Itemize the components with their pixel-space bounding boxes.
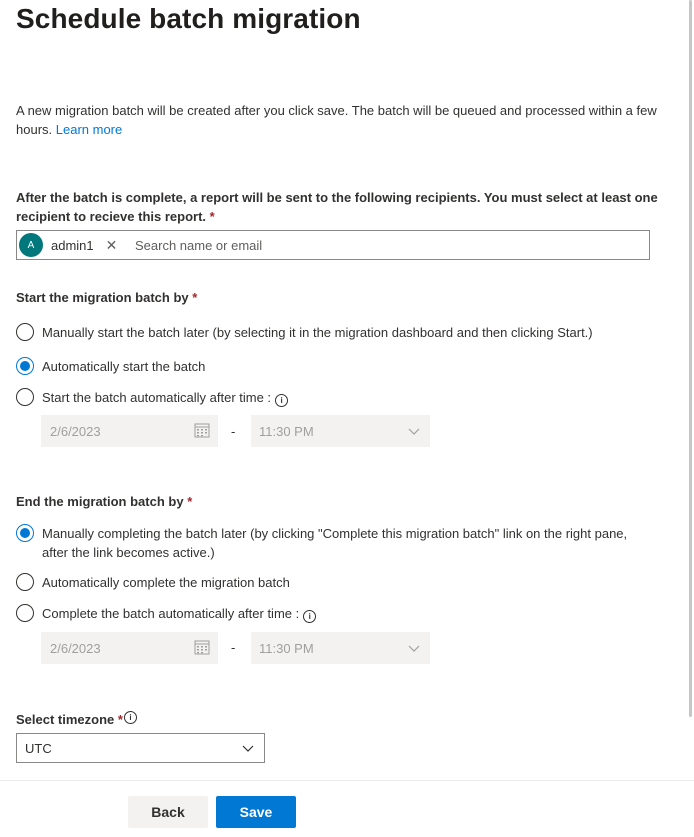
required-marker: *	[117, 712, 123, 727]
recipients-description-text: After the batch is complete, a report will be sent to the following recipients. You must select at least one recipient to recieve this report.	[16, 190, 658, 224]
radio-label-wrapper	[42, 604, 642, 623]
radio-start-manual[interactable]	[16, 323, 34, 341]
end-option-manual[interactable]	[16, 524, 642, 562]
radio-end-auto[interactable]	[16, 573, 34, 591]
end-date-picker	[41, 632, 218, 664]
timezone-dropdown[interactable]	[16, 733, 265, 763]
radio-end-manual[interactable]	[16, 524, 34, 542]
end-time-dropdown	[251, 632, 430, 664]
search-recipient-input[interactable]	[135, 235, 635, 255]
radio-label: Automatically complete the migration batch	[42, 575, 290, 590]
recipient-chip[interactable]	[19, 233, 117, 257]
start-option-auto[interactable]	[16, 357, 642, 376]
start-time-value: 11:30 PM	[259, 424, 314, 439]
start-option-after-time[interactable]	[16, 388, 642, 407]
info-icon[interactable]: i	[275, 394, 288, 407]
end-option-after-time[interactable]	[16, 604, 642, 623]
radio-label: Automatically start the batch	[42, 359, 206, 374]
chevron-down-icon	[408, 642, 420, 654]
recipients-description	[16, 188, 666, 226]
radio-start-after-time[interactable]	[16, 388, 34, 406]
radio-label: Start the batch automatically after time :	[42, 390, 272, 405]
recipients-picker[interactable]	[16, 230, 650, 260]
start-label-text: Start the migration batch by	[16, 290, 189, 305]
timezone-value: UTC	[25, 741, 52, 756]
avatar: A	[19, 233, 43, 257]
radio-end-after-time[interactable]	[16, 604, 34, 622]
info-icon[interactable]: i	[303, 610, 316, 623]
date-time-separator: -	[231, 640, 236, 655]
intro-text-body: A new migration batch will be created after you click save. The batch will be queued and processed within a few hours.	[16, 103, 657, 137]
intro-text	[16, 101, 666, 139]
radio-label: Complete the batch automatically after time :	[42, 606, 300, 621]
end-time-value: 11:30 PM	[259, 641, 314, 656]
start-section-label	[16, 290, 197, 305]
start-option-manual[interactable]	[16, 323, 642, 342]
learn-more-link[interactable]: Learn more	[55, 122, 123, 137]
start-time-dropdown	[251, 415, 430, 447]
required-marker: *	[192, 290, 198, 305]
remove-recipient-icon[interactable]: ✕	[105, 236, 118, 253]
date-time-separator: -	[231, 424, 236, 439]
required-marker: *	[187, 494, 193, 509]
end-date-value: 2/6/2023	[50, 641, 101, 656]
page-title: Schedule batch migration	[16, 3, 361, 34]
calendar-icon	[194, 639, 210, 655]
radio-label: Manually completing the batch later (by clicking "Complete this migration batch" link on the right pane, after the link becomes active.)	[42, 526, 628, 560]
timezone-label-text: Select timezone	[16, 712, 115, 727]
required-marker: *	[209, 209, 215, 224]
timezone-label	[16, 711, 137, 727]
radio-label: Manually start the batch later (by selecting it in the migration dashboard and then clicking Start.)	[42, 325, 593, 340]
calendar-icon	[194, 422, 210, 438]
info-icon[interactable]: i	[124, 711, 137, 724]
radio-label-wrapper	[42, 388, 642, 407]
end-section-label	[16, 494, 192, 509]
scrollbar[interactable]	[689, 0, 692, 717]
end-option-auto[interactable]	[16, 573, 642, 592]
recipient-name: admin1	[51, 237, 94, 253]
save-button[interactable]: Save	[216, 796, 296, 828]
start-date-value: 2/6/2023	[50, 424, 101, 439]
chevron-down-icon	[408, 425, 420, 437]
radio-start-auto[interactable]	[16, 357, 34, 375]
start-date-picker	[41, 415, 218, 447]
chevron-down-icon	[242, 742, 254, 754]
end-label-text: End the migration batch by	[16, 494, 184, 509]
back-button[interactable]: Back	[128, 796, 208, 828]
footer-divider	[0, 780, 694, 781]
